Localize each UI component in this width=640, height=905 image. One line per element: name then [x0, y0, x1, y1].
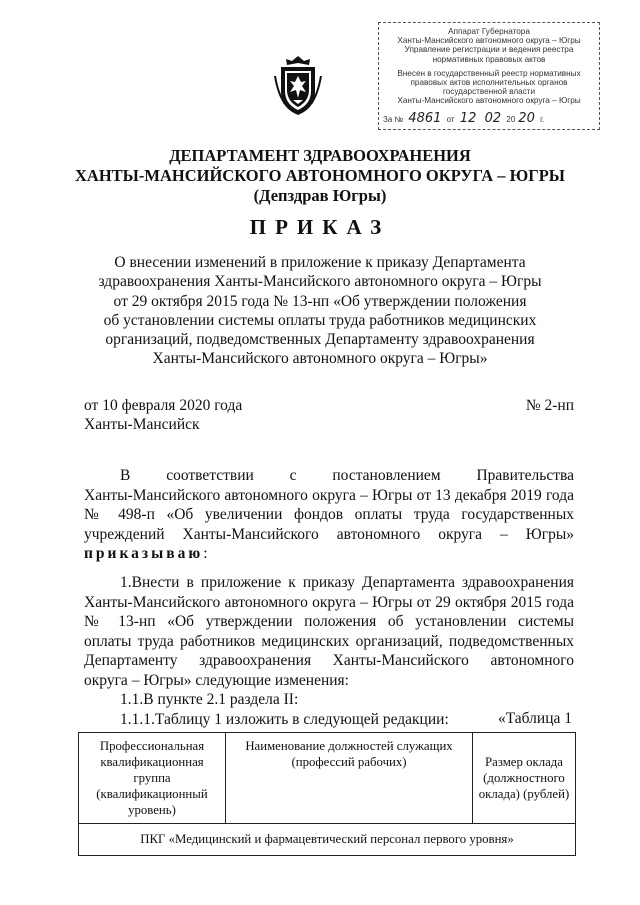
document-date: от 10 февраля 2020 года: [84, 397, 243, 414]
registration-stamp: [378, 22, 600, 130]
header-cell-position-names: Наименование должностей служащих (профессий рабочих): [226, 733, 473, 824]
coat-of-arms-icon: [273, 54, 323, 118]
document-number: № 2-нп: [525, 397, 574, 414]
stamp-line: правовых актов исполнительных органов: [410, 78, 568, 88]
table-header-row: [79, 733, 576, 824]
stamp-line: Аппарат Губернатора: [448, 27, 530, 36]
stamp-line: Внесен в государственный реестр нормативных: [397, 68, 581, 78]
order-colon: :: [203, 545, 208, 562]
department-short-name: (Депздрав Югры): [253, 186, 387, 205]
header-cell-salary-size: Размер оклада (должностного оклада) (рублей): [473, 733, 576, 824]
stamp-reg-number: 4861: [408, 110, 442, 126]
paragraph-line: В соответствии с постановлением Правительства: [120, 467, 574, 484]
item-1-1-1-line: 1.1.1.Таблицу 1 изложить в следующей редакции:: [120, 710, 449, 728]
item-1-paragraph: [84, 573, 574, 729]
stamp-line: Ханты-Мансийского автономного округа – Югры: [397, 36, 581, 46]
paragraph-line: 1.Внести в приложение к приказу Департамента здравоохранения: [120, 574, 574, 591]
paragraph-line: Департаменту здравоохранения Ханты-Мансийского автономного: [84, 652, 574, 669]
department-name-line2: ХАНТЫ-МАНСИЙСКОГО АВТОНОМНОГО ОКРУГА – ЮГРЫ: [75, 166, 565, 185]
header-cell-qualification-group: Профессиональная квалификационная группа (квалификационный уровень): [79, 733, 226, 824]
paragraph-line: № 13-нп «Об утверждении положения об установлении системы: [84, 613, 574, 630]
paragraph-line: округа – Югры» следующие изменения:: [84, 671, 349, 689]
table-caption: «Таблица 1: [497, 710, 572, 727]
subject-line: от 29 октября 2015 года № 13-нп «Об утверждении положения: [113, 292, 527, 310]
stamp-line: нормативных правовых актов: [432, 54, 546, 64]
paragraph-line: Ханты-Мансийского автономного округа – Югры от 29 октября 2015 года: [84, 593, 574, 611]
paragraph-line: Ханты-Мансийского автономного округа – Югры от 13 декабря 2019 года: [84, 486, 574, 504]
department-name-line1: ДЕПАРТАМЕНТ ЗДРАВООХРАНЕНИЯ: [169, 146, 471, 165]
item-1-1-line: 1.1.В пункте 2.1 раздела II:: [120, 691, 299, 708]
stamp-registration-line: [383, 110, 595, 126]
stamp-reg-from: от: [446, 114, 455, 124]
preamble-paragraph: [84, 466, 574, 564]
stamp-reg-day: 12: [459, 110, 477, 126]
subject-line: Ханты-Мансийского автономного округа – Югры»: [152, 350, 488, 368]
stamp-reg-year: 20: [518, 110, 535, 126]
department-header: [0, 146, 640, 206]
table-row: [79, 824, 576, 856]
order-word: приказываю: [84, 545, 204, 562]
stamp-reg-month: 02: [484, 110, 502, 126]
stamp-reg-prefix: За №: [383, 114, 404, 124]
paragraph-line: оплаты труда работников медицинских организаций, подведомственных: [84, 632, 574, 650]
document-city: Ханты-Мансийск: [84, 416, 200, 433]
subject-line: об установлении системы оплаты труда работников медицинских: [103, 311, 537, 329]
subject-line: О внесении изменений в приложение к приказу Департамента: [114, 254, 526, 271]
document-title: ПРИКАЗ: [249, 215, 391, 239]
stamp-reg-suffix: г.: [540, 114, 545, 124]
document-subject: [0, 253, 640, 369]
paragraph-line: учреждений Ханты-Мансийского автономного округа – Югры»: [84, 525, 574, 543]
stamp-line: государственной власти: [442, 87, 536, 97]
salary-table: [78, 732, 576, 856]
stamp-reg-year-prefix: 20: [506, 114, 516, 124]
subject-line: организаций, подведомственных Департаменту здравоохранения: [105, 331, 535, 349]
paragraph-line: [84, 544, 574, 564]
paragraph-line: № 498-п «Об увеличении фондов оплаты труда государственных: [84, 506, 574, 523]
stamp-line: Управление регистрации и ведения реестра: [404, 45, 574, 55]
group-row-cell: ПКГ «Медицинский и фармацевтический персонал первого уровня»: [79, 824, 576, 856]
subject-line: здравоохранения Ханты-Мансийского автономного округа – Югры: [98, 273, 542, 291]
stamp-line: Ханты-Мансийского автономного округа – Югры: [397, 96, 581, 106]
